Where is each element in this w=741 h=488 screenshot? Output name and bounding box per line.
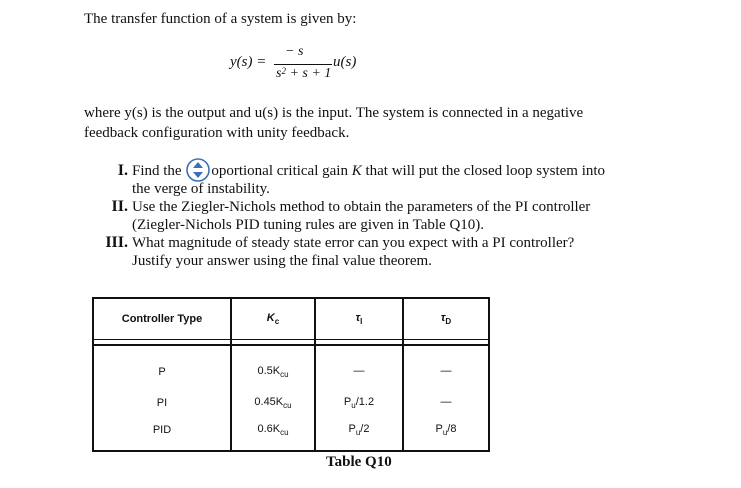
equation-denominator: $s^2 + s + 1$: [276, 66, 332, 81]
question-line: What magnitude of steady state error can you expect with a PI controller?: [132, 235, 575, 251]
table-header-row: [93, 298, 489, 340]
header-kc: $K_c$: [231, 298, 315, 340]
cell-tau-i: —: [315, 345, 403, 390]
equation-rhs: u(s): [333, 54, 357, 70]
cell-tau-d: —: [403, 345, 489, 390]
question-list: [100, 162, 660, 270]
header-tau-d: $\tau_D$: [403, 298, 489, 340]
question-line: Justify your answer using the final value theorem.: [132, 253, 432, 269]
intro-text: The transfer function of a system is given by:: [84, 11, 357, 27]
cell-kc: $0.45K_{cu}$: [231, 390, 315, 416]
equation-lhs: y(s) =: [230, 54, 267, 70]
table-row: [93, 416, 489, 451]
ziegler-nichols-table: [92, 297, 490, 452]
table-caption: Table Q10: [326, 454, 392, 470]
fraction-bar: [274, 64, 332, 65]
description-line-1: where y(s) is the output and u(s) is the input. The system is connected in a negative: [84, 105, 584, 121]
cell-type: P: [93, 345, 231, 390]
question-line: the verge of instability.: [132, 181, 270, 197]
table-row: [93, 345, 489, 390]
question-line: Use the Ziegler-Nichols method to obtain the parameters of the PI controller: [132, 199, 591, 215]
question-item-3: [100, 234, 660, 270]
question-item-2: [100, 198, 660, 234]
header-tau-i: $\tau_I$: [315, 298, 403, 340]
question-number: III.: [105, 234, 128, 251]
cell-type: PI: [93, 390, 231, 416]
question-number: II.: [111, 198, 128, 215]
header-controller-type: Controller Type: [93, 298, 231, 340]
cell-tau-i: $P_u/1.2$: [315, 390, 403, 416]
equation-numerator: − s: [285, 44, 304, 59]
cell-tau-i: $P_u/2$: [315, 416, 403, 451]
transfer-function-equation: [230, 42, 380, 88]
question-item-1: [100, 162, 660, 198]
table-row: [93, 390, 489, 416]
question-line: Find the oportional critical gain K that will put the closed loop system into: [132, 162, 660, 180]
cell-kc: $0.5K_{cu}$: [231, 345, 315, 390]
cell-type: PID: [93, 416, 231, 451]
description-paragraph: [84, 103, 654, 143]
question-line: (Ziegler-Nichols PID tuning rules are given in Table Q10).: [132, 217, 485, 233]
watermark-icon: [185, 162, 211, 178]
question-number: I.: [117, 162, 128, 179]
cell-tau-d: $P_u/8$: [403, 416, 489, 451]
description-line-2: feedback configuration with unity feedback.: [84, 125, 350, 141]
cell-kc: $0.6K_{cu}$: [231, 416, 315, 451]
cell-tau-d: —: [403, 390, 489, 416]
